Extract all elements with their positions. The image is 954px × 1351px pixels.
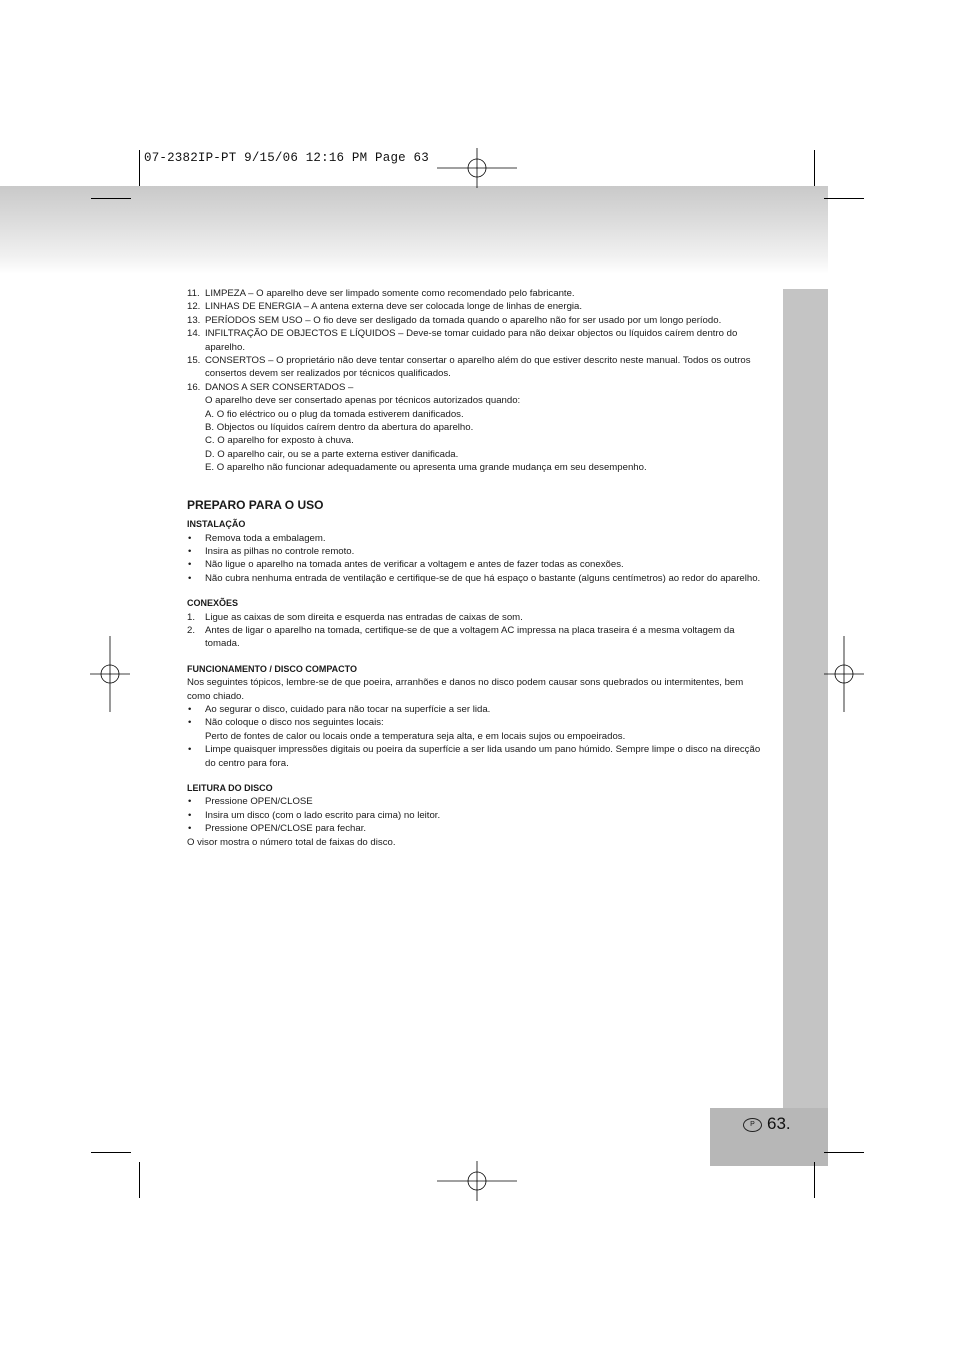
list-item: 16. DANOS A SER CONSERTADOS – bbox=[187, 381, 354, 393]
list-item: • Pressione OPEN/CLOSE bbox=[188, 796, 313, 808]
crop-mark bbox=[814, 150, 815, 186]
list-item: • Pressione OPEN/CLOSE para fechar. bbox=[188, 823, 367, 835]
list-item: • Não coloque o disco nos seguintes locais: bbox=[188, 717, 384, 729]
crop-mark bbox=[814, 1162, 815, 1198]
main-content bbox=[187, 287, 769, 849]
crop-mark bbox=[91, 198, 131, 199]
list-item: • Insira as pilhas no controle remoto. bbox=[188, 545, 355, 557]
list-item: 11. LIMPEZA – O aparelho deve ser limpado somente como recomendado pelo fabricante. bbox=[187, 288, 575, 299]
section-title: PREPARO PARA O USO bbox=[187, 497, 324, 512]
language-badge: P bbox=[743, 1118, 762, 1132]
subsection-title: FUNCIONAMENTO / DISCO COMPACTO bbox=[187, 663, 358, 674]
list-item: • Insira um disco (com o lado escrito para cima) no leitor. bbox=[188, 809, 441, 821]
list-item: 13. PERÍODOS SEM USO – O fio deve ser desligado da tomada quando o aparelho não for ser usado por um longo período. bbox=[187, 314, 722, 326]
print-slug: 07-2382IP-PT 9/15/06 12:16 PM Page 63 bbox=[144, 151, 429, 165]
list-item: 1. Ligue as caixas de som direita e esquerda nas entradas de caixas de som. bbox=[187, 611, 523, 623]
header-band bbox=[0, 186, 828, 274]
damage-item: E. O aparelho não funcionar adequadamente ou apresenta uma grande mudança em seu desempenho. bbox=[205, 462, 647, 474]
page-number-box bbox=[710, 1108, 828, 1166]
list-item: 15. CONSERTOS – O proprietário não deve tentar consertar o aparelho além do que estiver descrito neste manual. Todos os outros consertos devem ser realizados por técnicos qualificados. bbox=[187, 355, 751, 380]
registration-mark-icon bbox=[824, 636, 864, 712]
damage-item: A. O fio eléctrico ou o plug da tomada estiverem danificados. bbox=[205, 408, 464, 420]
list-item: • Não cubra nenhuma entrada de ventilação e certifique-se de que há espaço o bastante (alguns centímetros) ao redor do aparelho. bbox=[188, 572, 761, 584]
crop-mark bbox=[824, 198, 864, 199]
list-item: 12. LINHAS DE ENERGIA – A antena externa deve ser colocada longe de linhas de energia. bbox=[187, 301, 583, 313]
list-item: • Remova toda a embalagem. bbox=[188, 532, 326, 544]
side-tab bbox=[783, 289, 828, 1109]
paragraph: Nos seguintes tópicos, lembre-se de que poeira, arranhões e danos no disco podem causar sons quebrados ou intermitentes, bem como chiado. bbox=[187, 677, 744, 702]
page-number: 63. bbox=[767, 1114, 791, 1133]
registration-mark-icon bbox=[437, 1161, 517, 1201]
list-item: 14. INFILTRAÇÃO DE OBJECTOS E LÍQUIDOS – Deve-se tomar cuidado para não deixar objectos ou líquidos caírem dentro do aparelho. bbox=[187, 328, 738, 353]
damage-intro: O aparelho deve ser consertado apenas por técnicos autorizados quando: bbox=[205, 395, 521, 407]
paragraph: O visor mostra o número total de faixas do disco. bbox=[187, 836, 396, 848]
crop-mark bbox=[139, 150, 140, 186]
list-item: • Limpe quaisquer impressões digitais ou poeira da superfície a ser lida usando um pano húmido. Sempre limpe o disco na direcção do centro para fora. bbox=[188, 744, 761, 769]
subsection-title: LEITURA DO DISCO bbox=[187, 783, 273, 793]
crop-mark bbox=[824, 1152, 864, 1153]
list-item: 2. Antes de ligar o aparelho na tomada, certifique-se de que a voltagem AC impressa na placa traseira é a mesma voltagem da tomada. bbox=[187, 624, 735, 650]
list-item: • Ao segurar o disco, cuidado para não tocar na superfície a ser lida. bbox=[188, 703, 491, 715]
crop-mark bbox=[91, 1152, 131, 1153]
list-item-continuation: Perto de fontes de calor ou locais onde a temperatura seja alta, e em locais sujos ou empoeirados. bbox=[205, 730, 626, 742]
subsection-title: CONEXÕES bbox=[187, 598, 239, 609]
registration-mark-icon bbox=[437, 148, 517, 188]
damage-item: C. O aparelho for exposto à chuva. bbox=[205, 435, 354, 447]
list-item: • Não ligue o aparelho na tomada antes de verificar a voltagem e antes de fazer todas as conexões. bbox=[188, 559, 624, 571]
registration-mark-icon bbox=[90, 636, 130, 712]
damage-item: D. O aparelho cair, ou se a parte externa estiver danificada. bbox=[205, 448, 459, 460]
damage-item: B. Objectos ou líquidos caírem dentro da abertura do aparelho. bbox=[205, 422, 474, 434]
subsection-title: INSTALAÇÃO bbox=[187, 519, 246, 530]
crop-mark bbox=[139, 1162, 140, 1198]
